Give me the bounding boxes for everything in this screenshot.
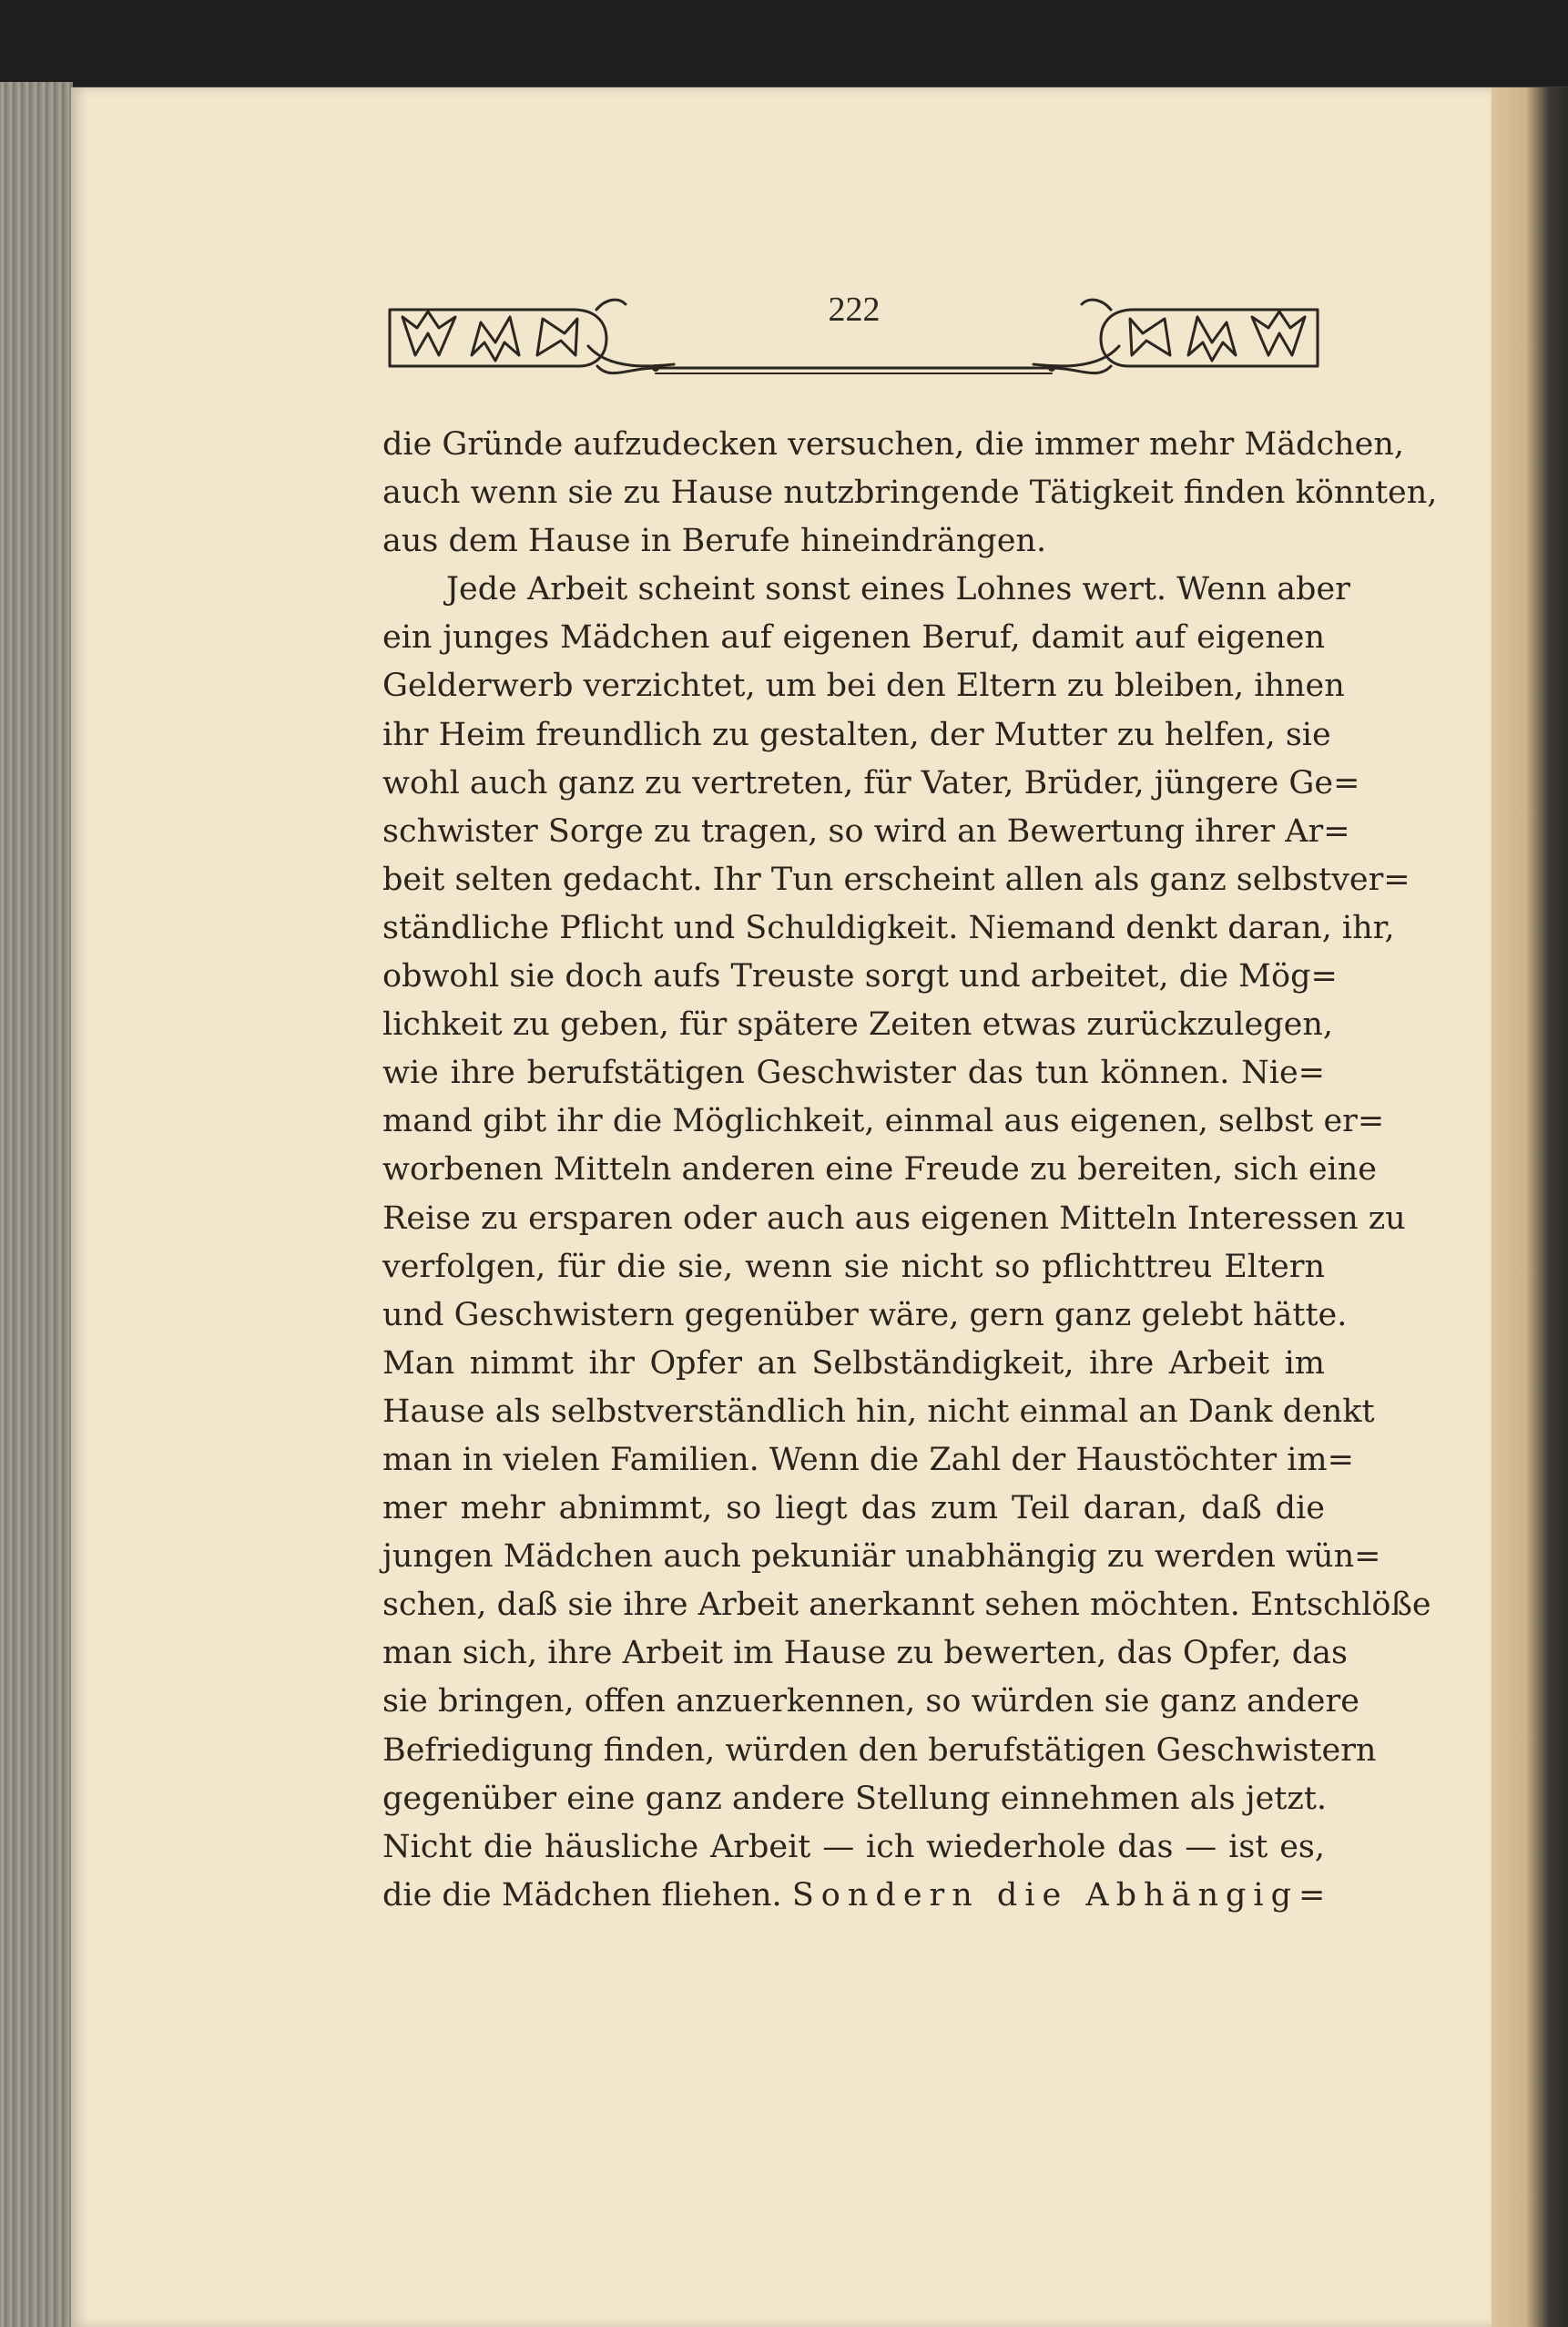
text-line: wie ihre berufstätigen Geschwister das tun können. Nie= — [382, 1055, 1325, 1092]
text-line: Gelderwerb verzichtet, um bei den Eltern zu bleiben, ihnen — [382, 668, 1345, 705]
page-stack-edge — [0, 82, 73, 2327]
text-line: ständliche Pflicht und Schuldigkeit. Niemand denkt daran, ihr, — [382, 909, 1395, 946]
text-line: man sich, ihre Arbeit im Hause zu bewerten, das Opfer, das — [382, 1635, 1349, 1672]
emphasized-text: Sondern die Abhängig= — [791, 1876, 1333, 1914]
text-line: man in vielen Familien. Wenn die Zahl der Haustöchter im= — [382, 1441, 1354, 1478]
text-line: jungen Mädchen auch pekuniär unabhängig zu werden wün= — [382, 1538, 1381, 1576]
book-cover-top — [0, 0, 1568, 87]
text-line: Hause als selbstverständlich hin, nicht einmal an Dank denkt — [382, 1393, 1375, 1430]
text-line: wohl auch ganz zu vertreten, für Vater, Brüder, jüngere Ge= — [382, 764, 1360, 801]
text-line: sie bringen, offen anzuerkennen, so würden sie ganz andere — [382, 1683, 1359, 1720]
text-line: Nicht die häusliche Arbeit — ich wiederhole das — ist es, — [382, 1828, 1325, 1865]
page-number: 222 — [828, 291, 881, 329]
text-line: lichkeit zu geben, für spätere Zeiten etwas zurückzulegen, — [382, 1006, 1334, 1044]
text-line: Reise zu ersparen oder auch aus eigenen Mitteln Interessen zu — [382, 1199, 1406, 1237]
text-line: Befriedigung finden, würden den berufstätigen Geschwistern — [382, 1731, 1377, 1769]
text-line: die Gründe aufzudecken versuchen, die immer mehr Mädchen, — [382, 426, 1404, 463]
text-line: mer mehr abnimmt, so liegt das zum Teil daran, daß die — [382, 1490, 1325, 1527]
text-line: verfolgen, für die sie, wenn sie nicht so pflichttreu Eltern — [382, 1248, 1325, 1285]
book-right-edge — [1492, 87, 1568, 2327]
text-line: ihr Heim freundlich zu gestalten, der Mutter zu helfen, sie — [382, 716, 1331, 753]
text-line: und Geschwistern gegenüber wäre, gern ganz gelebt hätte. — [382, 1296, 1348, 1333]
text-line: mand gibt ihr die Möglichkeit, einmal aus eigenen, selbst er= — [382, 1103, 1385, 1140]
text-line: schwister Sorge zu tragen, so wird an Bewertung ihrer Ar= — [382, 812, 1350, 850]
text-line: worbenen Mitteln anderen eine Freude zu bereiten, sich eine — [382, 1151, 1377, 1189]
text-line: Jede Arbeit scheint sonst eines Lohnes wert. Wenn aber — [446, 571, 1350, 608]
text-line: Man nimmt ihr Opfer an Selbständigkeit, ihre Arbeit im — [382, 1344, 1325, 1382]
text-line: ein junges Mädchen auf eigenen Beruf, damit auf eigenen — [382, 619, 1325, 657]
text-line: schen, daß sie ihre Arbeit anerkannt sehen möchten. Entschlöße — [382, 1587, 1431, 1624]
text-line: obwohl sie doch aufs Treuste sorgt und arbeitet, die Mög= — [382, 958, 1338, 995]
text-line: gegenüber eine ganz andere Stellung einnehmen als jetzt. — [382, 1780, 1328, 1817]
text-line: beit selten gedacht. Ihr Tun erscheint allen als ganz selbstver= — [382, 861, 1410, 898]
text-line-final-start: die die Mädchen fliehen. — [382, 1876, 782, 1914]
text-line: aus dem Hause in Berufe hineindrängen. — [382, 523, 1047, 560]
text-line: auch wenn sie zu Hause nutzbringende Tätigkeit finden könnten, — [382, 475, 1438, 512]
text-line-final — [382, 1872, 1333, 1920]
body-text — [382, 421, 1438, 1920]
